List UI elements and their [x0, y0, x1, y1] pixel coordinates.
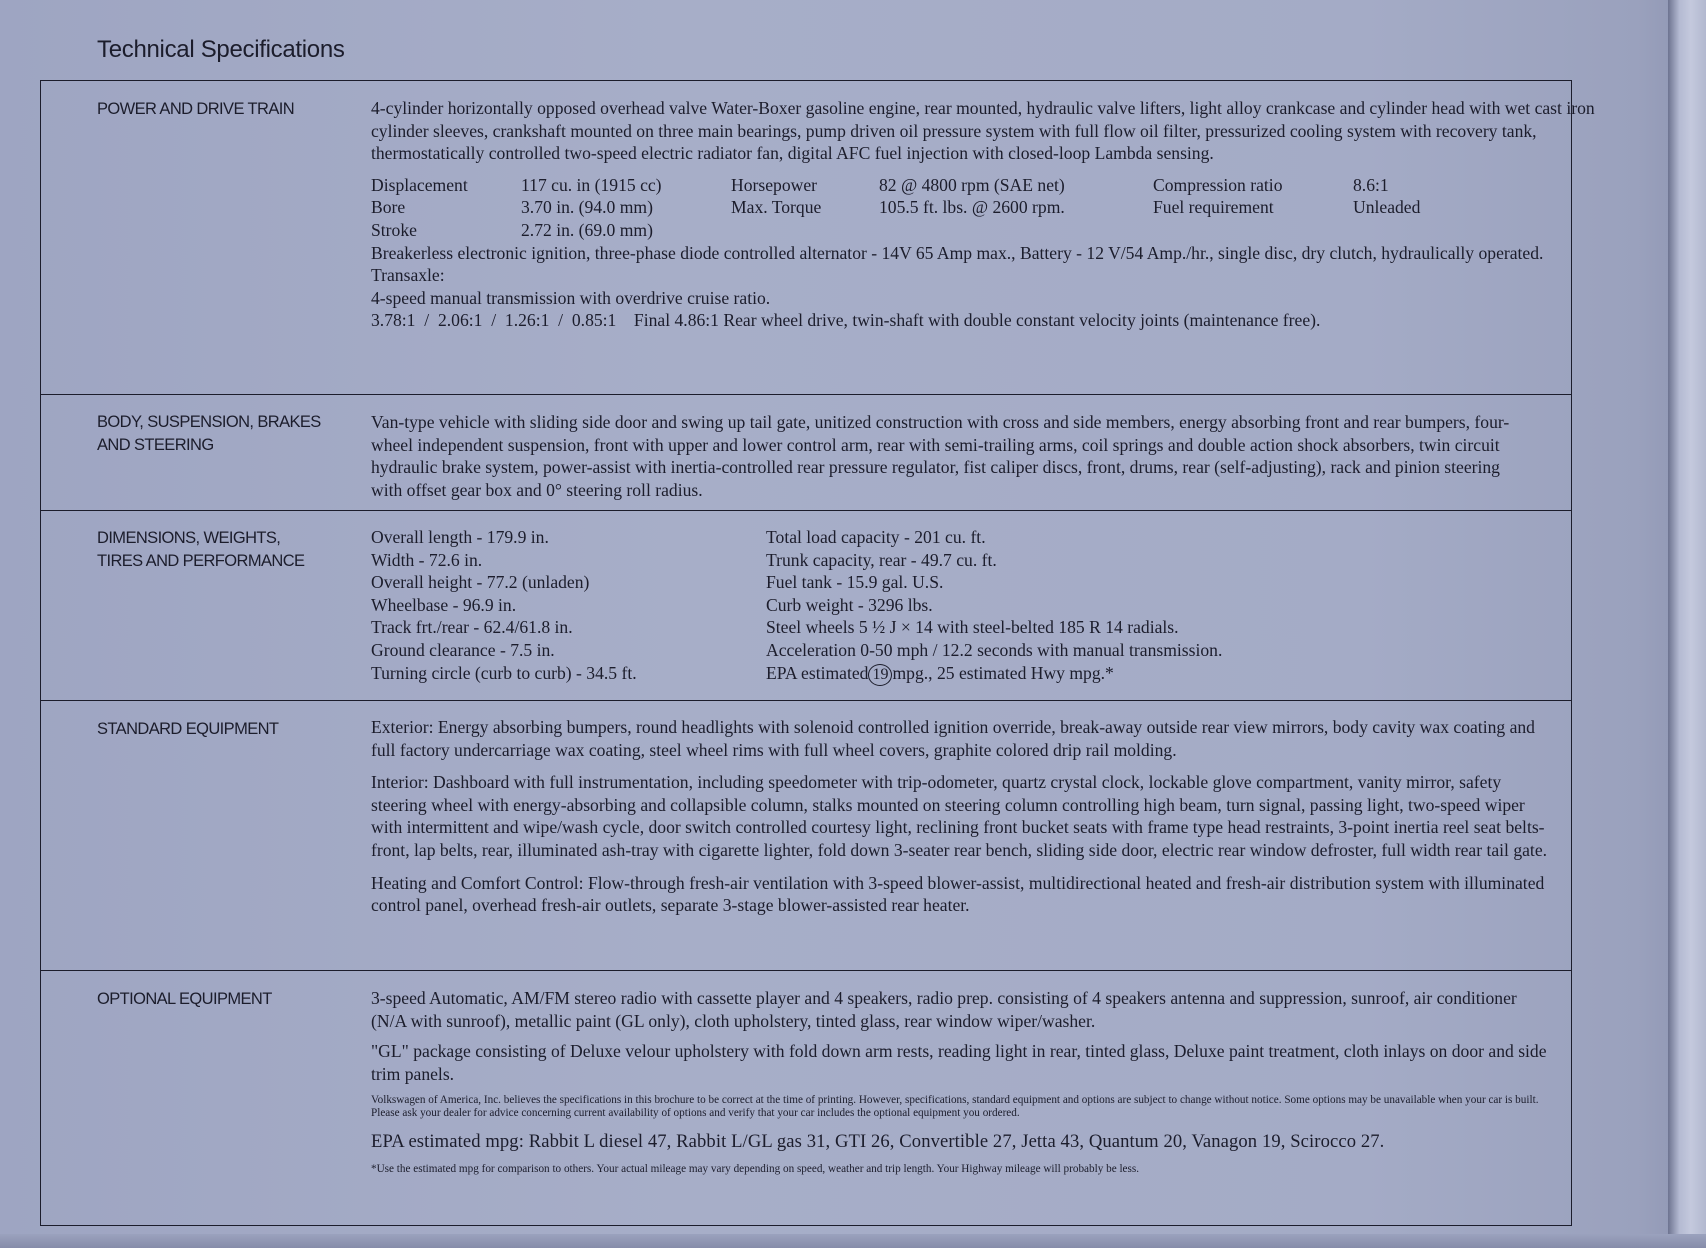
- exterior-equipment: Exterior: Energy absorbing bumpers, round headlights with solenoid controlled ignition override, break-away outside rear view mirrors, body cavity wax coating and full factory undercarriage wax coating, steel wheel rims with full wheel covers, graphite colored drip rail molding.: [371, 717, 1535, 760]
- dimension-item: Curb weight - 3296 lbs.: [766, 594, 933, 615]
- dimension-item: Turning circle (curb to curb) - 34.5 ft.: [371, 662, 637, 683]
- page-bottom-edge: [0, 1234, 1706, 1248]
- section-label: DIMENSIONS, WEIGHTS, TIRES AND PERFORMANCE: [97, 529, 305, 570]
- page-title: Technical Specifications: [97, 36, 345, 63]
- disclaimer: Volkswagen of America, Inc. believes the specifications in this brochure to be correct at the time of printing. However, specifications, standard equipment and options are subject to change without notice. Some options may be unavailable when your car is built. Please ask your dealer for advice concerning current availability of options and verify that your car includes the optional equipment you ordered.: [371, 1094, 1539, 1120]
- spec-value: Unleaded: [1353, 197, 1421, 218]
- section-label: BODY, SUSPENSION, BRAKES AND STEERING: [97, 413, 321, 454]
- epa-estimate: [766, 662, 1366, 686]
- dimension-item: Overall height - 77.2 (unladen): [371, 572, 590, 593]
- gear-ratios: 3.78:1 / 2.06:1 / 1.26:1 / 0.85:1 Final 4.86:1 Rear wheel drive, twin-shaft with double constant velocity joints (maintenance free).: [371, 310, 1321, 331]
- dimensions-left-column: [371, 526, 766, 686]
- section-label: POWER AND DRIVE TRAIN: [97, 100, 295, 118]
- section-body: [371, 411, 1531, 501]
- section-label: OPTIONAL EQUIPMENT: [97, 990, 272, 1008]
- interior-equipment: Interior: Dashboard with full instrumentation, including speedometer with trip-odometer, quartz crystal clock, lockable glove compartment, vanity mirror, safety steering wheel with energy-absorbing and collapsible column, stalks mounted on steering column controlling high beam, turn signal, passing light, two-speed wiper with intermittent and wipe/wash cycle, door switch controlled courtesy light, reclining front bucket seats with frame type head restraints, 3-point inertia reel seat belts-front, lap belts, rear, illuminated ash-tray with cigarette lighter, fold down 3-seater rear bench, sliding side door, electric rear window defroster, full width rear tail gate.: [371, 772, 1548, 860]
- footnote: *Use the estimated mpg for comparison to others. Your actual mileage may vary depending on speed, weather and trip length. Your Highway mileage will probably be less.: [371, 1163, 1140, 1176]
- body-description: Van-type vehicle with sliding side door and swing up tail gate, unitized construction with cross and side members, energy absorbing front and rear bumpers, four-wheel independent suspension, front with upper and lower control arm, rear with semi-trailing arms, coil springs and double action shock absorbers, twin circuit hydraulic brake system, power-assist with inertia-controlled rear pressure regulator, fist caliper discs, front, drums, rear (self-adjusting), rack and pinion steering with offset gear box and 0° steering roll radius.: [371, 412, 1510, 500]
- spec-label: Fuel requirement: [1153, 197, 1274, 218]
- engine-description: 4-cylinder horizontally opposed overhead valve Water-Boxer gasoline engine, rear mounted, hydraulic valve lifters, light alloy crankcase and cylinder head with wet cast iron cylinder sleeves, crankshaft mounted on three main bearings, pump driven oil pressure system with full flow oil filter, pressurized cooling system with recovery tank, thermostatically controlled two-speed electric radiator fan, digital AFC fuel injection with closed-loop Lambda sensing.: [371, 98, 1595, 164]
- spec-value: 82 @ 4800 rpm (SAE net): [879, 174, 1065, 195]
- section-body: [371, 716, 1551, 917]
- spec-label: Stroke: [371, 219, 417, 240]
- section-power-drive-train: [41, 81, 1595, 395]
- transaxle-label: Transaxle:: [371, 265, 445, 286]
- spec-label: Bore: [371, 197, 406, 218]
- spec-value: 117 cu. in (1915 cc): [521, 174, 662, 195]
- dimension-item: Steel wheels 5 ½ J × 14 with steel-belted 185 R 14 radials.: [766, 617, 1179, 638]
- transmission-description: 4-speed manual transmission with overdrive cruise ratio.: [371, 287, 771, 308]
- spec-label: Horsepower: [731, 174, 817, 195]
- dimension-item: Trunk capacity, rear - 49.7 cu. ft.: [766, 549, 997, 570]
- dimension-item: Ground clearance - 7.5 in.: [371, 639, 555, 660]
- dimension-item: Fuel tank - 15.9 gal. U.S.: [766, 572, 944, 593]
- epa-suffix: mpg., 25 estimated Hwy mpg.*: [892, 662, 1114, 683]
- section-body-suspension: [41, 395, 1571, 511]
- spec-label: Max. Torque: [731, 197, 822, 218]
- section-label: STANDARD EQUIPMENT: [97, 720, 279, 738]
- optional-equipment-list: 3-speed Automatic, AM/FM stereo radio with cassette player and 4 speakers, radio prep. consisting of 4 speakers antenna and suppression, sunroof, air conditioner (N/A with sunroof), metallic paint (GL only), cloth upholstery, tinted glass, rear window wiper/washer.: [371, 988, 1517, 1031]
- dimensions-grid: [371, 526, 1611, 686]
- dimension-item: Total load capacity - 201 cu. ft.: [766, 527, 986, 547]
- section-dimensions: [41, 511, 1571, 701]
- heating-equipment: Heating and Comfort Control: Flow-through fresh-air ventilation with 3-speed blower-assist, multidirectional heated and fresh-air distribution system with illuminated control panel, overhead fresh-air outlets, separate 3-stage blower-assisted rear heater.: [371, 872, 1545, 916]
- epa-prefix: EPA estimated: [766, 662, 869, 683]
- spec-value: 3.70 in. (94.0 mm): [521, 197, 653, 218]
- dimension-item: Overall length - 179.9 in.: [371, 527, 549, 547]
- spec-value: 8.6:1: [1353, 174, 1389, 195]
- gl-package: "GL" package consisting of Deluxe velour upholstery with fold down arm rests, reading light in rear, tinted glass, Deluxe paint treatment, cloth inlays on door and side trim panels.: [371, 1041, 1547, 1084]
- section-body: [371, 97, 1611, 332]
- ignition-description: Breakerless electronic ignition, three-phase diode controlled alternator - 14V 65 Amp max., Battery - 12 V/54 Amp./hr., single disc, dry clutch, hydraulically operated.: [371, 242, 1544, 263]
- dimension-item: Wheelbase - 96.9 in.: [371, 594, 517, 615]
- dimension-item: Acceleration 0-50 mph / 12.2 seconds with manual transmission.: [766, 639, 1223, 660]
- section-optional-equipment: [41, 971, 1571, 1227]
- dimension-item: Width - 72.6 in.: [371, 549, 483, 570]
- dimensions-right-column: [766, 526, 1366, 686]
- spec-value: 2.72 in. (69.0 mm): [521, 219, 653, 240]
- page-spine-edge: [1668, 0, 1706, 1248]
- section-body: [371, 987, 1551, 1176]
- dimension-item: Track frt./rear - 62.4/61.8 in.: [371, 617, 573, 638]
- epa-mpg-list: EPA estimated mpg: Rabbit L diesel 47, Rabbit L/GL gas 31, GTI 26, Convertible 27, Jetta 43, Quantum 20, Vanagon 19, Scirocco 27.: [371, 1131, 1385, 1153]
- spec-table: [40, 80, 1595, 1226]
- spec-label: Compression ratio: [1153, 174, 1283, 195]
- spec-label: Displacement: [371, 174, 468, 195]
- spec-value: 105.5 ft. lbs. @ 2600 rpm.: [879, 197, 1065, 218]
- section-standard-equipment: [41, 701, 1571, 971]
- circled-mpg-value: 19: [868, 664, 892, 686]
- section-body: [371, 526, 1611, 686]
- engine-spec-grid: [371, 174, 1611, 242]
